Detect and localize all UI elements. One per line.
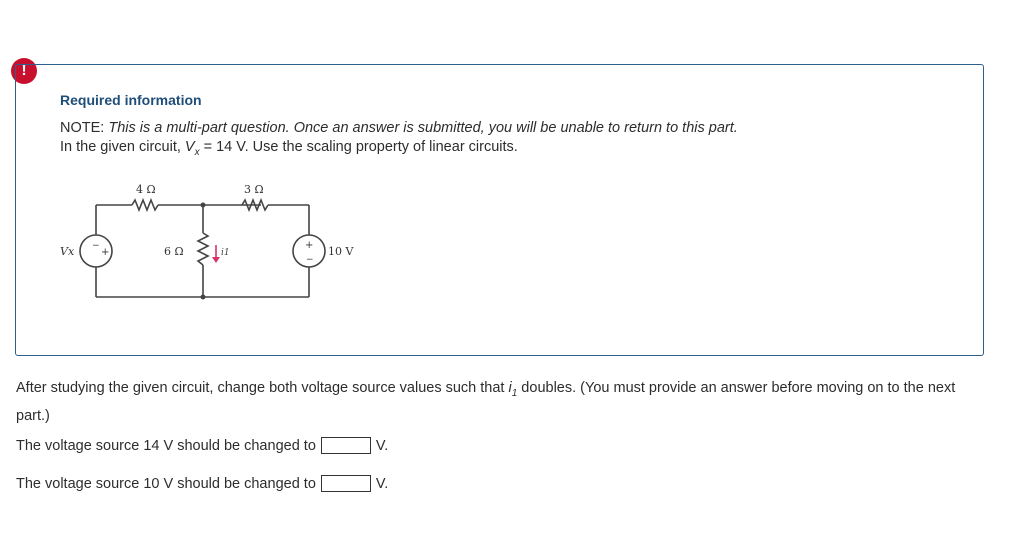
vx-minus: − [92, 241, 100, 251]
note-line [60, 120, 738, 136]
vx-label: Vx [60, 245, 75, 258]
question-before: After studying the given circuit, change both voltage source values such that [16, 380, 509, 396]
circuit-diagram [56, 175, 366, 315]
note-prefix: NOTE: [60, 120, 109, 136]
v10-label: 10 V [328, 245, 354, 258]
info-title: Required information [60, 92, 202, 108]
v10-plus: + [305, 240, 314, 251]
given-var: V [184, 139, 195, 155]
note-text: This is a multi-part question. Once an answer is submitted, you will be unable to return to this part. [108, 120, 738, 136]
r1-label: 4 Ω [136, 183, 156, 196]
v10-minus: − [306, 255, 314, 265]
question-var-sub: 1 [511, 387, 518, 399]
resistor-4ohm [132, 200, 158, 210]
answer-label-10v: The voltage source 10 V should be changed to [16, 475, 316, 492]
answer-input-10v[interactable] [321, 475, 371, 492]
question-text [16, 377, 976, 428]
alert-icon: ! [11, 58, 37, 84]
answer-row-14v [16, 437, 388, 454]
vx-plus: + [101, 247, 110, 258]
question-after: doubles. (You must provide an answer before moving on to the next part.) [16, 380, 956, 424]
current-arrow-icon [212, 257, 220, 263]
given-sub: x [194, 146, 200, 158]
answer-unit-10v: V. [375, 475, 389, 492]
i1-label: i1 [221, 248, 230, 258]
answer-row-10v [16, 475, 388, 492]
question-var: i [508, 380, 512, 396]
answer-label-14v: The voltage source 14 V should be changed to [16, 437, 316, 454]
answer-input-14v[interactable] [321, 437, 371, 454]
given-line [60, 139, 518, 158]
answer-unit-14v: V. [375, 437, 389, 454]
resistor-6ohm [198, 233, 208, 265]
required-info-panel [15, 64, 984, 356]
given-prefix: In the given circuit, [60, 139, 185, 155]
r2-label: 3 Ω [244, 183, 264, 196]
given-suffix: = 14 V. Use the scaling property of linear circuits. [199, 139, 518, 155]
r3-label: 6 Ω [164, 245, 184, 258]
